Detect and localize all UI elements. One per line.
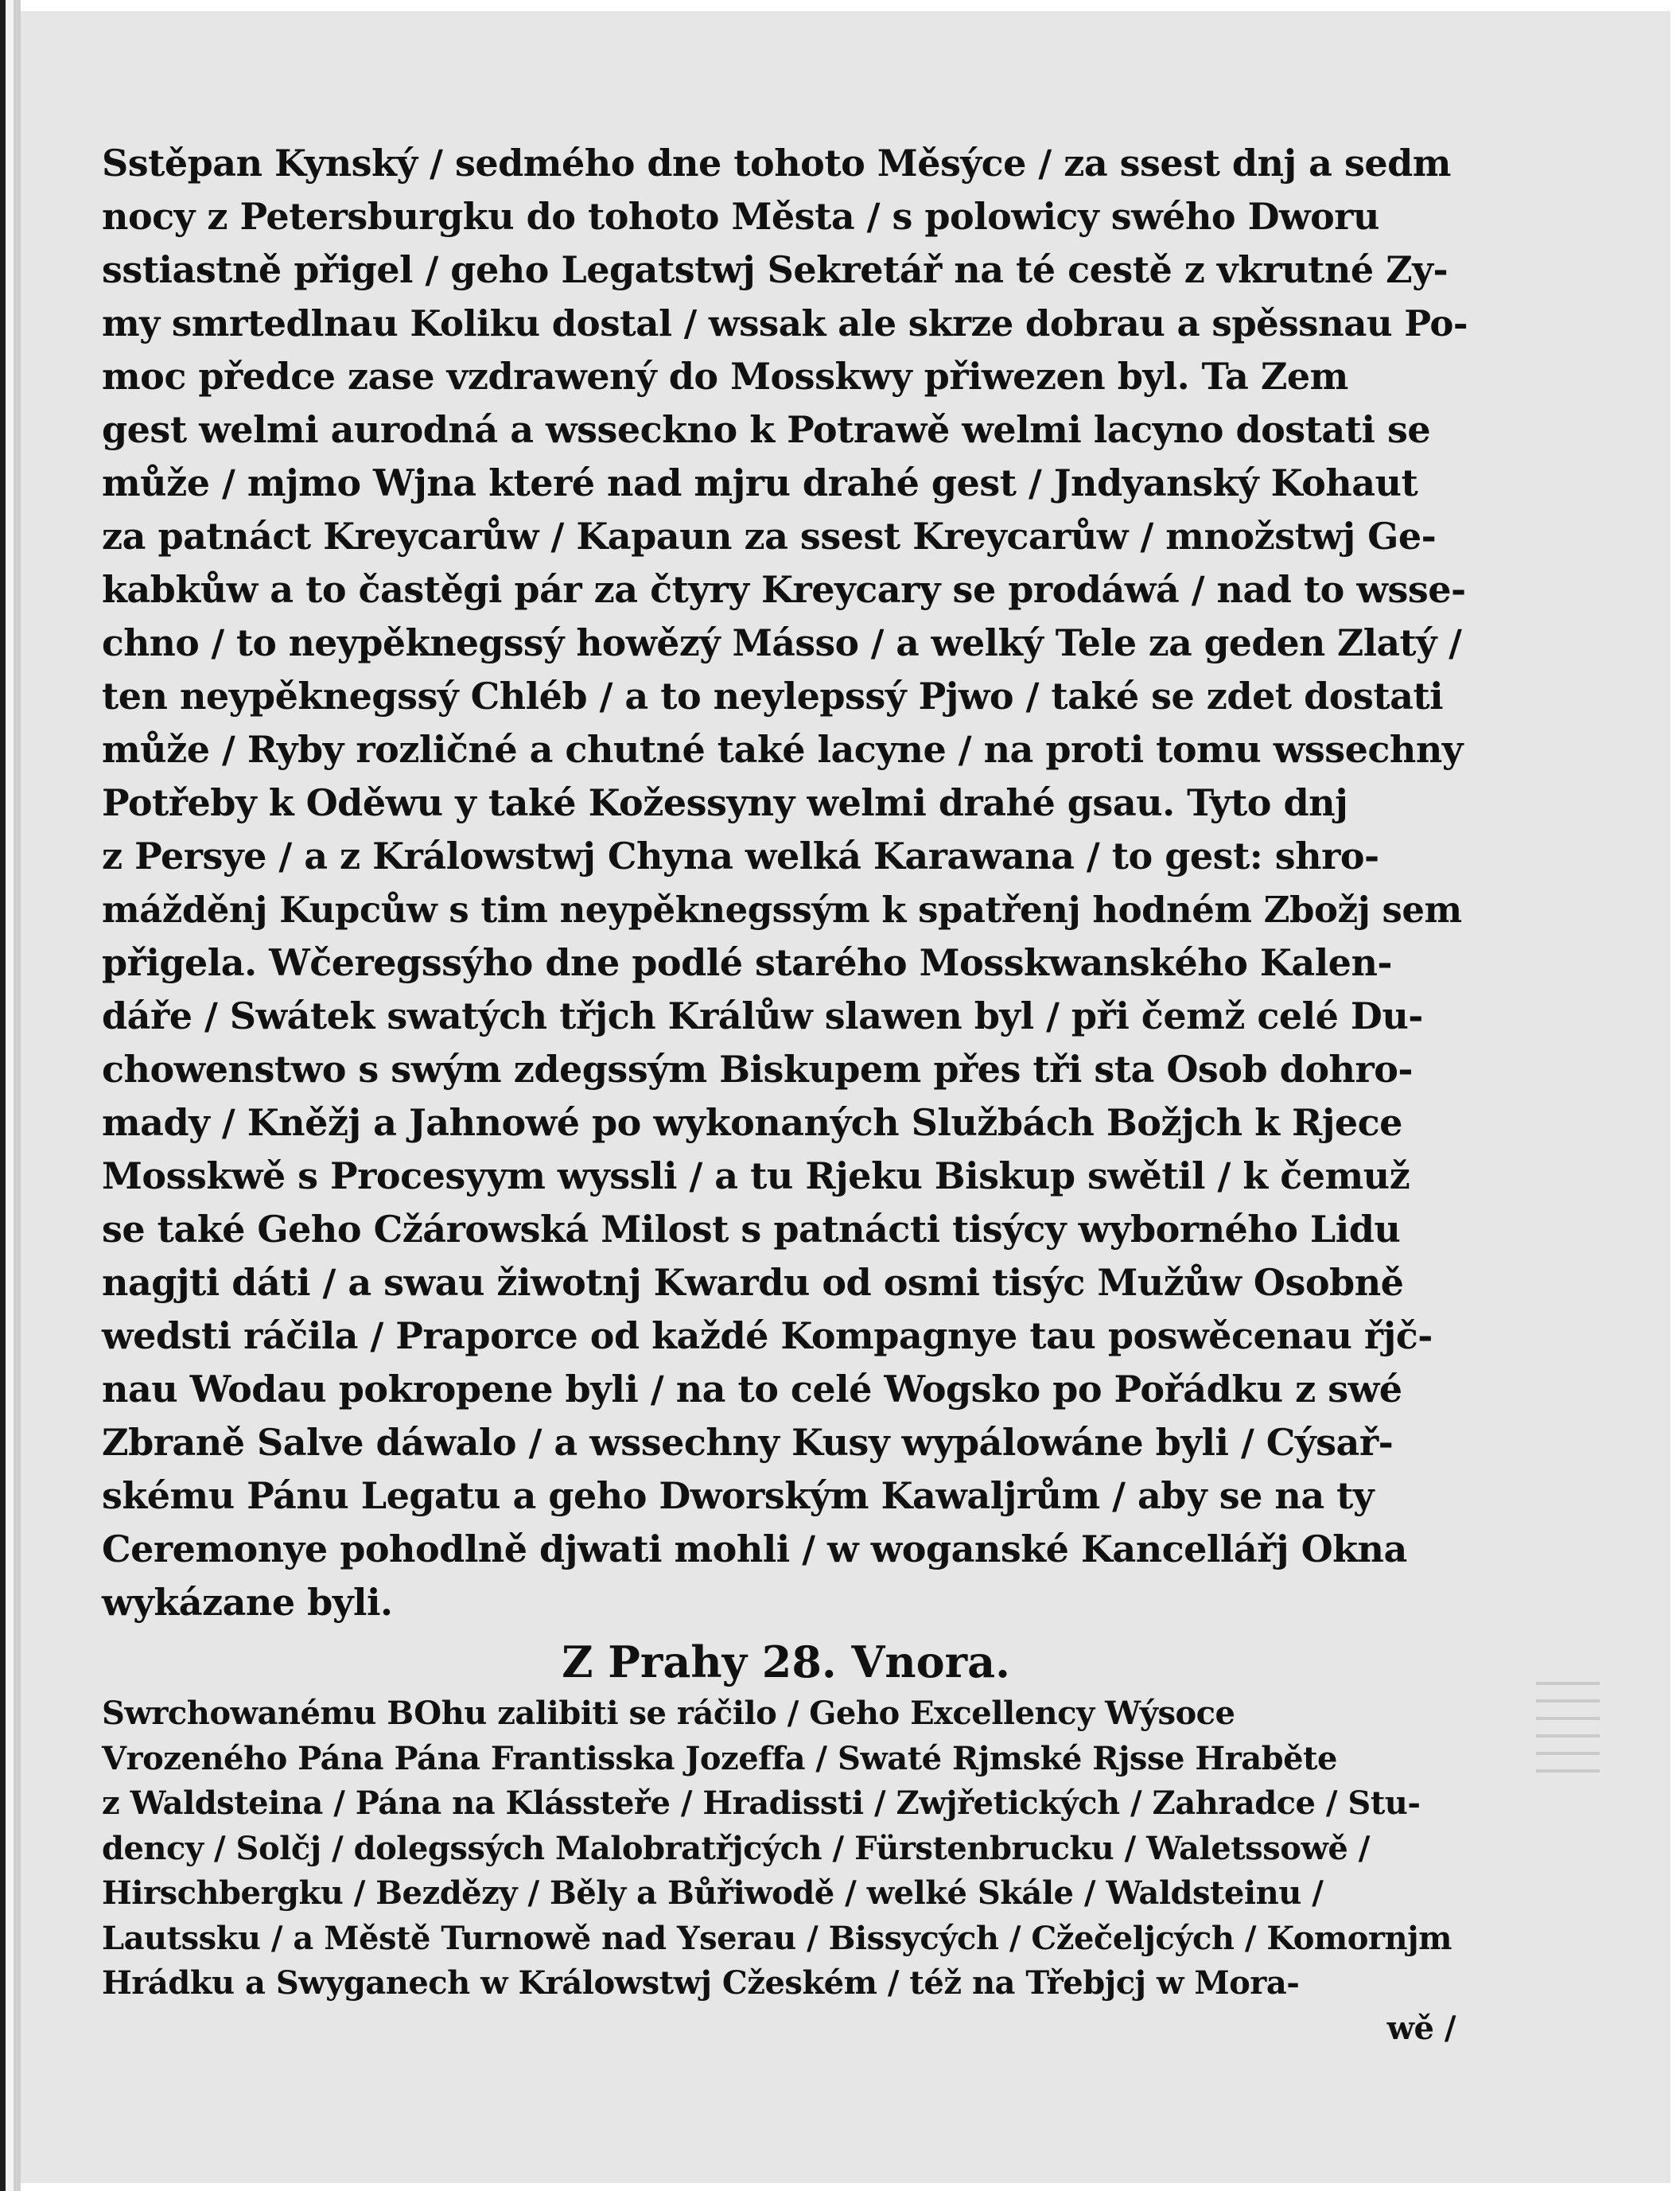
text-line: Hrádku a Swyganech w Králowstwj Cžeském / též na Třebjcj w Mora- xyxy=(102,1964,1300,2002)
text-line: za patnáct Kreycarůw / Kapaun za ssest Kreycarůw / množstwj Ge- xyxy=(102,515,1437,558)
text-line: dáře / Swátek swatých třjch Králůw slawen byl / při čemž celé Du- xyxy=(102,994,1423,1037)
text-line: nau Wodau pokropene byli / na to celé Wogsko po Pořádku z swé xyxy=(102,1368,1402,1411)
text-line: dency / Solčj / dolegssých Malobratřjcých / Fürstenbrucku / Waletssowě / xyxy=(102,1829,1370,1867)
text-line: gest welmi aurodná a wsseckno k Potrawě welmi lacyno dostati se xyxy=(102,408,1431,451)
text-line: wykázane byli. xyxy=(102,1581,393,1624)
prague-report xyxy=(102,1691,1470,2051)
catchword: wě / xyxy=(1386,2009,1456,2047)
text-line: my smrtedlnau Koliku dostal / wssak ale skrze dobrau a spěssnau Po- xyxy=(102,302,1468,344)
text-line: Zbraně Salve dáwalo / a wssechny Kusy wypálowáne byli / Cýsař- xyxy=(102,1421,1394,1464)
text-line: Sstěpan Kynský / sedmého dne tohoto Měsýce / za ssest dnj a sedm xyxy=(102,142,1451,185)
text-line: chowenstwo s swým zdegssým Biskupem přes tři sta Osob dohro- xyxy=(102,1048,1413,1091)
text-line: sstiastně přigel / geho Legatstwj Sekretář na té cestě z vkrutné Zy- xyxy=(102,248,1449,291)
text-line: mážděnj Kupcůw s tim neypěknegssým k spatřenj hodném Zbožj sem xyxy=(102,889,1462,931)
text-line: Ceremonye pohodlně djwati mohli / w woganské Kancellářj Okna xyxy=(102,1527,1407,1570)
text-column xyxy=(102,137,1470,2051)
text-line: se také Geho Cžárowská Milost s patnácti tisýcy wyborného Lidu xyxy=(102,1208,1401,1251)
text-line: nocy z Petersburgku do tohoto Města / s polowicy swého Dworu xyxy=(102,195,1379,238)
text-line: může / mjmo Wjna které nad mjru drahé gest / Jndyanský Kohaut xyxy=(102,461,1418,504)
text-line: z Waldsteina / Pána na Klássteře / Hradissti / Zwjřetických / Zahradce / Stu- xyxy=(102,1784,1421,1822)
text-line: nagjti dáti / a swau žiwotnj Kwardu od osmi tisýc Mužůw Osobně xyxy=(102,1261,1404,1304)
text-line: skému Pánu Legatu a geho Dworským Kawaljrům / aby se na ty xyxy=(102,1474,1375,1517)
text-line: kabkůw a to častěgi pár za čtyry Kreycary se prodáwá / nad to wsse- xyxy=(102,568,1466,611)
text-line: Vrozeného Pána Pána Frantisska Jozeffa / Swaté Rjmské Rjsse Hraběte xyxy=(102,1739,1337,1777)
text-line: moc předce zase vzdrawený do Mosskwy přiwezen byl. Ta Zem xyxy=(102,355,1348,398)
section-heading: Z Prahy 28. Vnora. xyxy=(562,1636,1010,1687)
moscow-report xyxy=(102,137,1470,1629)
bleed-through-marks xyxy=(1536,1682,1600,1777)
text-line: Hirschbergku / Bezdězy / Běly a Bůřiwodě / welké Skále / Waldsteinu / xyxy=(102,1874,1324,1912)
text-line: z Persye / a z Králowstwj Chyna welká Karawana / to gest: shro- xyxy=(102,835,1379,878)
text-line: přigela. Wčeregssýho dne podlé starého Mosskwanského Kalen- xyxy=(102,941,1392,984)
text-line: wedsti ráčila / Praporce od každé Kompagnye tau poswěcenau řjč- xyxy=(102,1314,1433,1357)
text-line: může / Ryby rozličné a chutné také lacyne / na proti tomu wssechny xyxy=(102,728,1464,771)
text-line: Mosskwě s Procesyym wyssli / a tu Rjeku Biskup swětil / k čemuž xyxy=(102,1154,1410,1197)
text-line: Lautssku / a Městě Turnowě nad Yserau / Bissycých / Cžečeljcých / Komornjm xyxy=(102,1919,1452,1957)
text-line: mady / Kněžj a Jahnowé po wykonaných Službách Božjch k Rjece xyxy=(102,1101,1402,1144)
text-line: chno / to neypěknegssý howězý Másso / a welký Tele za geden Zlatý / xyxy=(102,621,1462,664)
text-line: ten neypěknegssý Chléb / a to neylepssý Pjwo / také se zdet dostati xyxy=(102,675,1444,718)
text-line: Swrchowanému BOhu zalibiti se ráčilo / Geho Excellency Wýsoce xyxy=(102,1695,1235,1732)
binding-edge xyxy=(0,0,21,2191)
text-line: Potřeby k Oděwu y také Kožessyny welmi drahé gsau. Tyto dnj xyxy=(102,781,1348,824)
